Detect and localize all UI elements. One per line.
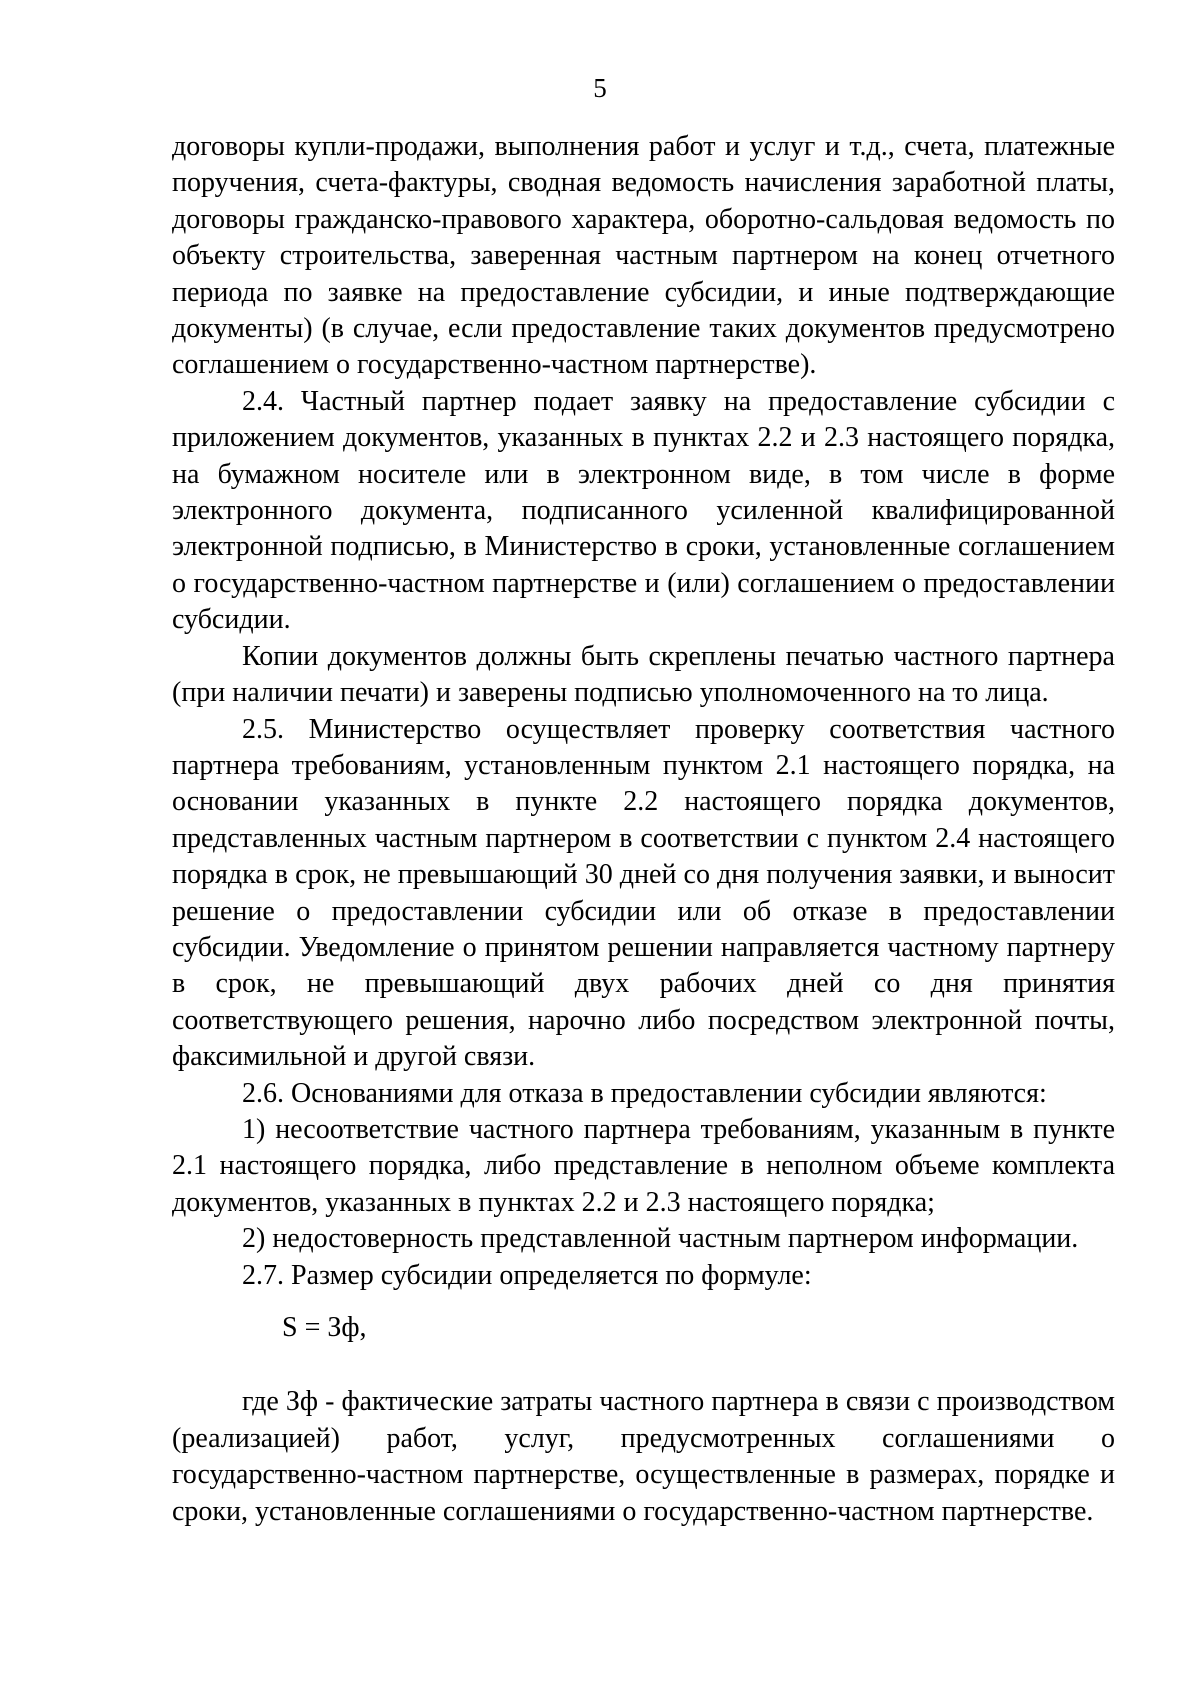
list-item-2: 2) недостоверность представленной частным партнером информации.: [242, 1223, 1079, 1255]
paragraph-2-4: 2.4. Частный партнер подает заявку на предоставление субсидии с приложением документов, указанных в пунктах 2.2 и 2.3 настоящего порядка, на бумажном носителе или в электронном виде, в том числе в форме электронного документа, подписанного усиленной квалифицированной электронной подписью, в Министерство в сроки, установленные соглашением о государственно-частном партнерстве и (или) соглашением о предоставлении субсидии.: [172, 385, 1115, 636]
paragraph-documents-list: договоры купли-продажи, выполнения работ и услуг и т.д., счета, платежные поручения, счета-фактуры, сводная ведомость начисления заработной платы, договоры гражданско-правового характера, оборотно-сальдовая ведомость по объекту строительства, заверенная частным партнером на конец отчетного периода по заявке на предоставление субсидии, и иные подтверждающие документы) (в случае, если предоставление таких документов предусмотрено соглашением о государственно-частном партнерстве).: [172, 131, 1115, 381]
page-number: 5: [593, 73, 607, 103]
list-item-1: 1) несоответствие частного партнера требованиям, указанным в пункте 2.1 настоящего порядка, либо представление в неполном объеме комплекта документов, указанных в пунктах 2.2 и 2.3 настоящего порядка;: [172, 1113, 1115, 1218]
paragraph-copies: Копии документов должны быть скреплены печатью частного партнера (при наличии печати) и заверены подписью уполномоченного на то лица.: [172, 640, 1115, 709]
subsidy-formula: S = Зф,: [282, 1312, 367, 1343]
paragraph-2-7: 2.7. Размер субсидии определяется по формуле:: [242, 1259, 812, 1291]
formula-explanation: где Зф - фактические затраты частного партнера в связи с производством (реализацией) работ, услуг, предусмотренных соглашениями о государственно-частном партнерстве, осуществленные в размерах, порядке и сроки, установленные соглашениями о государственно-частном партнерстве.: [172, 1386, 1115, 1527]
paragraph-2-5: 2.5. Министерство осуществляет проверку соответствия частного партнера требованиям, установленным пунктом 2.1 настоящего порядка, на основании указанных в пункте 2.2 настоящего порядка документов, представленных частным партнером в соответствии с пунктом 2.4 настоящего порядка в срок, не превышающий 30 дней со дня получения заявки, и выносит решение о предоставлении субсидии или об отказе в предоставлении субсидии. Уведомление о принятом решении направляется частному партнеру в срок, не превышающий двух рабочих дней со дня принятия соответствующего решения, нарочно либо посредством электронной почты, факсимильной и другой связи.: [172, 713, 1115, 1073]
paragraph-2-6: 2.6. Основаниями для отказа в предоставлении субсидии являются:: [242, 1077, 1047, 1109]
document-body: [172, 129, 1115, 1530]
